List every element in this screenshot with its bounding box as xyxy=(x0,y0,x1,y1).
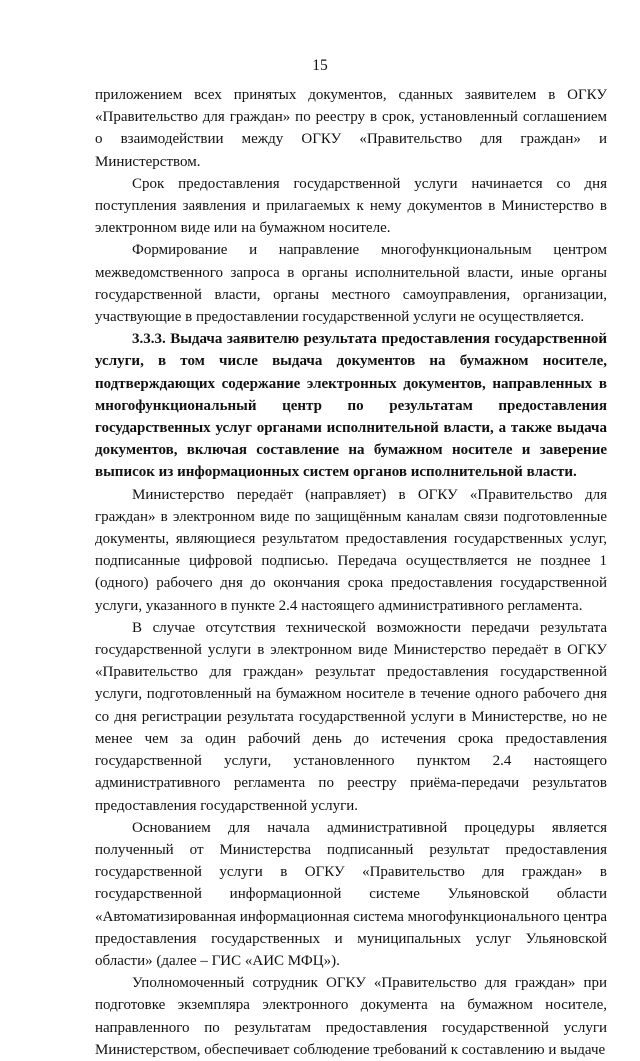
paragraph-6: В случае отсутствия технической возможности передачи результата государственной услуги в электронном виде Министерство передаёт в ОГКУ «Правительство для граждан» результат предоставления государственной услуги, подготовленный на бумажном носителе в течение одного рабочего дня со дня регистрации результата государственной услуги в Министерстве, но не менее чем за один рабочий день до истечения срока предоставления государственной услуги, установленного пунктом 2.4 настоящего административного регламента по реестру приёма-передачи результатов предоставления государственной услуги. xyxy=(95,619,607,814)
paragraph-3: Формирование и направление многофункциональным центром межведомственного запроса в органы исполнительной власти, иные органы государственной власти, органы местного самоуправления, организации, участвующие в предоставлении государственной услуги не осуществляется. xyxy=(95,242,607,326)
paragraph-2: Срок предоставления государственной услуги начинается со дня поступления заявления и прилагаемых к нему документов в Министерство в электронном виде или на бумажном носителе. xyxy=(95,175,607,237)
document-body xyxy=(95,84,607,1061)
paragraph-1: приложением всех принятых документов, сданных заявителем в ОГКУ «Правительство для граждан» по реестру в срок, установленный соглашением о взаимодействии между ОГКУ «Правительство для граждан» и Министерством. xyxy=(95,87,607,170)
paragraph-7: Основанием для начала административной процедуры является полученный от Министерства подписанный результат предоставления государственной услуги в ОГКУ «Правительство для граждан» в государственной информационной системе Ульяновской области «Автоматизированная информационная система многофункционального центра предоставления государственных и муниципальных услуг Ульяновской области» (далее – ГИС «АИС МФЦ»). xyxy=(95,819,607,969)
paragraph-5: Министерство передаёт (направляет) в ОГКУ «Правительство для граждан» в электронном виде по защищённым каналам связи подготовленные документы, являющиеся результатом предоставления государственных услуг, подписанные цифровой подписью. Передача осуществляется не позднее 1 (одного) рабочего дня до окончания срока предоставления государственной услуги, указанного в пункте 2.4 настоящего административного регламента. xyxy=(95,486,607,614)
paragraph-8: Уполномоченный сотрудник ОГКУ «Правительство для граждан» при подготовке экземпляра электронного документа на бумажном носителе, направленного по результатам предоставления государственной услуги Министерством, обеспечивает соблюдение требований к составлению и выдаче xyxy=(95,975,607,1058)
section-heading-3-3-3: 3.3.3. Выдача заявителю результата предоставления государственной услуги, в том числе выдача документов на бумажном носителе, подтверждающих содержание электронных документов, направленных в многофункциональный центр по результатам предоставления государственных услуг органами исполнительной власти, а также выдача документов, включая составление на бумажном носителе и заверение выписок из информационных систем органов исполнительной власти. xyxy=(95,331,607,481)
page-number: 15 xyxy=(312,57,328,74)
